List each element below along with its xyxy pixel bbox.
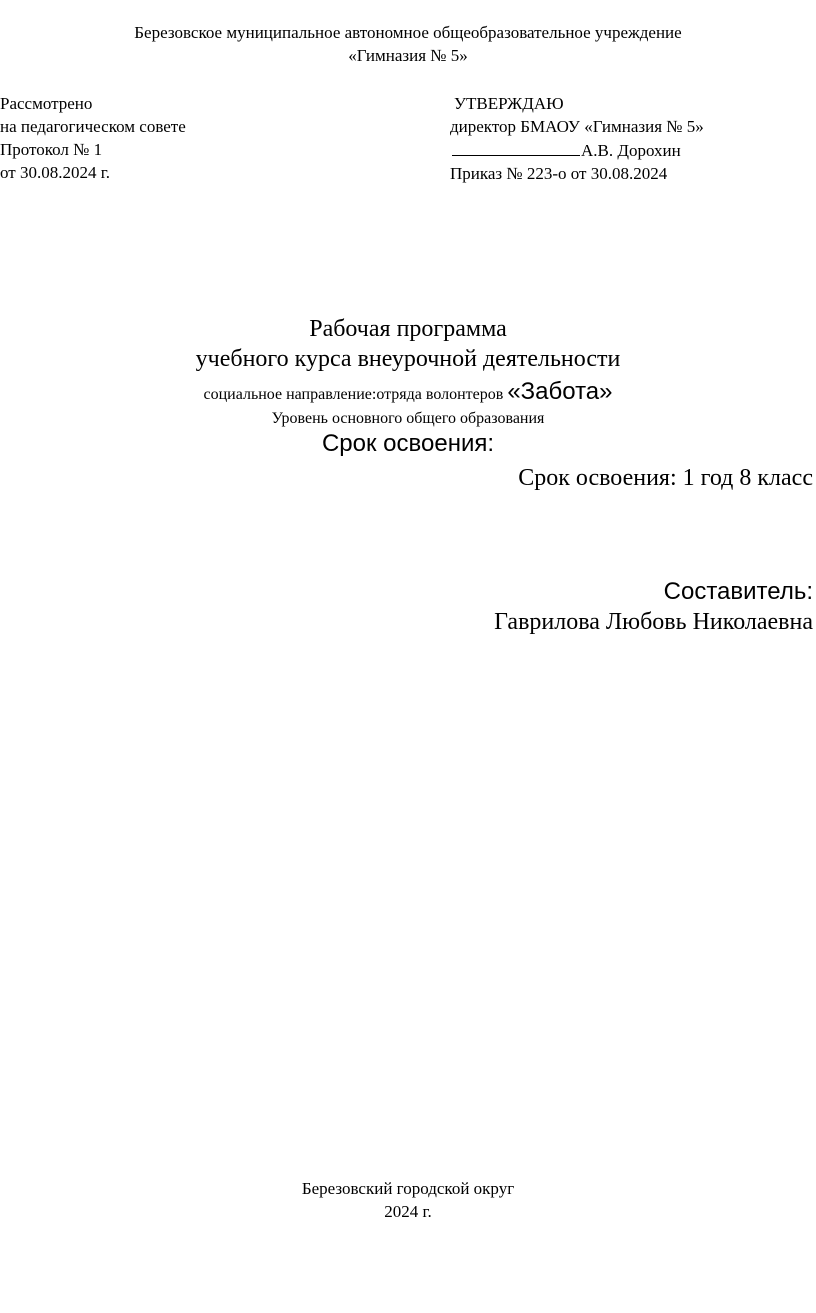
- signature-blank: [452, 138, 580, 156]
- author-label: Составитель:: [663, 578, 813, 605]
- direction-prefix: социальное направление:отряда волонтеров: [203, 386, 508, 403]
- approval-title: УТВЕРЖДАЮ: [454, 94, 564, 113]
- education-level: Уровень основного общего образования: [271, 410, 545, 427]
- author-name: Гаврилова Любовь Николаевна: [494, 609, 813, 635]
- approval-order: Приказ № 223-о от 30.08.2024: [450, 164, 668, 183]
- approval-signer: А.В. Дорохин: [581, 141, 681, 160]
- approval-signature-line: [450, 138, 704, 162]
- direction-name: «Забота»: [507, 378, 613, 405]
- program-subtitle: учебного курса внеурочной деятельности: [195, 346, 621, 372]
- footer-place: Березовский городской округ: [301, 1179, 515, 1198]
- review-council: на педагогическом совете: [0, 117, 186, 136]
- term-full: Срок освоения: 1 год 8 класс: [518, 465, 813, 491]
- program-title: Рабочая программа: [309, 316, 507, 342]
- review-protocol: Протокол № 1: [0, 140, 103, 159]
- review-date: от 30.08.2024 г.: [0, 163, 111, 182]
- review-title: Рассмотрено: [0, 94, 93, 113]
- program-direction: [0, 378, 816, 406]
- footer-year: 2024 г.: [384, 1202, 432, 1221]
- term-heading: Срок освоения:: [321, 430, 495, 457]
- institution-name: Березовское муниципальное автономное общеобразовательное учреждение: [134, 23, 682, 42]
- review-block: [0, 92, 186, 184]
- approval-director: директор БМАОУ «Гимназия № 5»: [450, 117, 704, 136]
- approval-block: [450, 92, 704, 185]
- institution-short-name: «Гимназия № 5»: [348, 46, 468, 65]
